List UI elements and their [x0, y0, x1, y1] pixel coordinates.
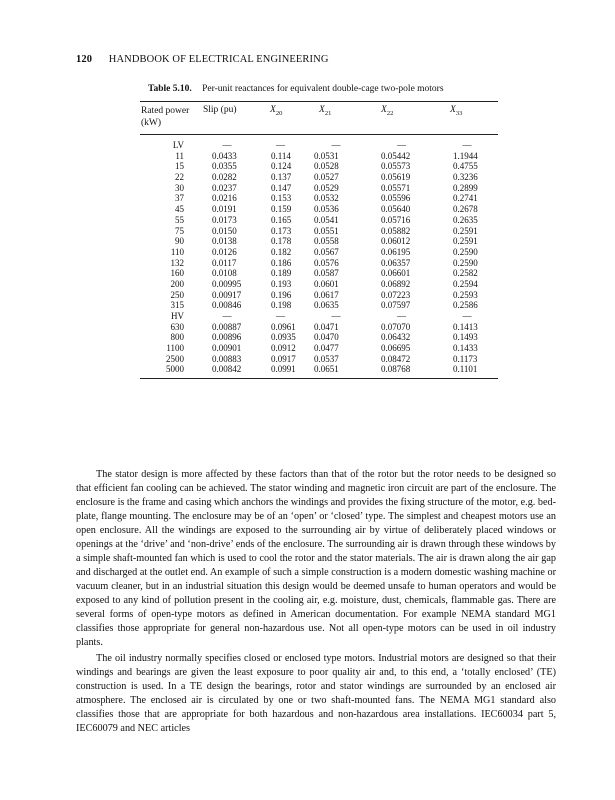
- dash-cell: —: [222, 311, 232, 321]
- rated-power-cell: 37: [175, 193, 184, 204]
- x20-cell: 0.198: [271, 300, 292, 311]
- rated-power-cell: 1100: [166, 343, 184, 354]
- x20-cell: 0.0912: [271, 343, 296, 354]
- x21-cell: 0.0541: [314, 214, 339, 225]
- dash-cell: —: [276, 311, 285, 321]
- table-number: Table 5.10.: [148, 84, 192, 94]
- table-row: [140, 183, 498, 194]
- running-header: [76, 54, 329, 65]
- x33-cell: 0.2678: [453, 204, 478, 215]
- x21-cell: 0.0527: [314, 172, 339, 183]
- x21-cell: 0.0587: [314, 268, 339, 279]
- x21-cell: 0.0567: [314, 246, 339, 257]
- x20-cell: 0.153: [271, 193, 292, 204]
- x-subscript: 22: [386, 109, 394, 117]
- x22-cell: 0.08768: [381, 364, 411, 375]
- x20-cell: 0.114: [271, 150, 291, 161]
- table-row: [140, 215, 498, 226]
- x33-cell: 0.2593: [453, 289, 478, 300]
- header-rated-unit: (kW): [141, 118, 162, 128]
- table-body: [140, 135, 498, 375]
- x20-cell: 0.189: [271, 268, 292, 279]
- rated-power-cell: 250: [170, 289, 184, 300]
- x22-cell: 0.07223: [381, 289, 411, 300]
- slip-cell: 0.0433: [212, 150, 237, 161]
- x22-cell: 0.05882: [381, 225, 411, 236]
- dash-cell: —: [462, 311, 472, 321]
- table-row: [140, 332, 498, 343]
- table-row: [140, 364, 498, 375]
- x22-cell: 0.05640: [381, 204, 411, 215]
- x22-cell: 0.08472: [381, 353, 411, 364]
- table-row: [140, 161, 498, 172]
- rated-power-cell: 110: [170, 246, 184, 257]
- dash-cell: —: [331, 140, 341, 150]
- slip-cell: 0.0191: [212, 204, 237, 215]
- x-symbol: X: [270, 105, 276, 115]
- book-title: HANDBOOK OF ELECTRICAL ENGINEERING: [108, 54, 329, 65]
- table-row: [140, 193, 498, 204]
- slip-cell: 0.00883: [212, 353, 242, 364]
- x22-cell: 0.06601: [381, 268, 411, 279]
- x33-cell: 0.4755: [453, 161, 478, 172]
- x22-cell: 0.05619: [381, 172, 411, 183]
- page-number: 120: [76, 54, 93, 65]
- x33-cell: 0.1433: [453, 343, 478, 354]
- rated-power-cell: 45: [175, 204, 184, 215]
- x21-cell: 0.0635: [314, 300, 339, 311]
- x33-cell: 0.2899: [453, 182, 478, 193]
- slip-cell: 0.0150: [212, 225, 237, 236]
- x21-cell: 0.0531: [314, 150, 339, 161]
- x20-cell: 0.124: [271, 161, 292, 172]
- x33-cell: 1.1944: [453, 150, 478, 161]
- slip-cell: 0.00887: [212, 321, 242, 332]
- rated-power-cell: 200: [170, 278, 184, 289]
- x22-cell: 0.05573: [381, 161, 411, 172]
- rated-power-cell: 22: [175, 172, 184, 183]
- section-label: LV: [172, 140, 184, 150]
- rated-power-cell: 15: [175, 161, 184, 172]
- x-subscript: 21: [324, 109, 332, 117]
- x33-cell: 0.2590: [453, 257, 478, 268]
- dash-cell: —: [331, 311, 341, 321]
- rated-power-cell: 160: [170, 268, 184, 279]
- x21-cell: 0.0529: [314, 182, 339, 193]
- table-row: [140, 322, 498, 333]
- x20-cell: 0.0961: [271, 321, 296, 332]
- reactance-table: [140, 101, 498, 379]
- table-row: [140, 226, 498, 237]
- table-row: [140, 279, 498, 290]
- slip-cell: 0.0138: [212, 236, 237, 247]
- table-row: [140, 290, 498, 301]
- x33-cell: 0.3236: [453, 172, 478, 183]
- table-row: [140, 151, 498, 162]
- x21-cell: 0.0528: [314, 161, 339, 172]
- x22-cell: 0.05571: [381, 182, 411, 193]
- slip-cell: 0.0282: [212, 172, 237, 183]
- x21-cell: 0.0651: [314, 364, 339, 375]
- rated-power-cell: 11: [175, 150, 184, 161]
- rated-power-cell: 75: [175, 225, 184, 236]
- header-slip: Slip (pu): [203, 105, 237, 115]
- dash-cell: —: [276, 140, 285, 150]
- x21-cell: 0.0551: [314, 225, 339, 236]
- slip-cell: 0.0173: [212, 214, 237, 225]
- rated-power-cell: 315: [170, 300, 184, 311]
- x33-cell: 0.1101: [453, 364, 478, 375]
- x20-cell: 0.0935: [271, 332, 296, 343]
- table-caption: [148, 84, 444, 94]
- x33-cell: 0.1413: [453, 321, 478, 332]
- dash-cell: —: [397, 311, 406, 321]
- table-row: [140, 343, 498, 354]
- rated-power-cell: 132: [170, 257, 184, 268]
- x-symbol: X: [319, 105, 325, 115]
- lv-rows: [140, 151, 498, 311]
- x22-cell: 0.06357: [381, 257, 411, 268]
- x21-cell: 0.0471: [314, 321, 339, 332]
- x22-cell: 0.07597: [381, 300, 411, 311]
- header-x20: [256, 105, 305, 117]
- dash-cell: —: [397, 140, 406, 150]
- header-x22: [367, 105, 436, 117]
- rated-power-cell: 55: [175, 214, 184, 225]
- x21-cell: 0.0477: [314, 343, 339, 354]
- header-x21: [305, 105, 367, 117]
- x21-cell: 0.0532: [314, 193, 339, 204]
- slip-cell: 0.0108: [212, 268, 237, 279]
- table-header-row: [140, 102, 498, 134]
- header-rated-label: Rated power: [141, 106, 190, 116]
- x21-cell: 0.0536: [314, 204, 339, 215]
- x33-cell: 0.2591: [453, 225, 478, 236]
- x20-cell: 0.173: [271, 225, 292, 236]
- x33-cell: 0.1493: [453, 332, 478, 343]
- x22-cell: 0.07070: [381, 321, 411, 332]
- x21-cell: 0.0558: [314, 236, 339, 247]
- x22-cell: 0.06432: [381, 332, 411, 343]
- rated-power-cell: 630: [170, 321, 184, 332]
- header-rated-power: [140, 105, 198, 129]
- x21-cell: 0.0537: [314, 353, 339, 364]
- table-row: [140, 172, 498, 183]
- x20-cell: 0.186: [271, 257, 292, 268]
- header-x33: [436, 105, 498, 117]
- x33-cell: 0.2586: [453, 300, 478, 311]
- table-row: [140, 247, 498, 258]
- x33-cell: 0.2741: [453, 193, 478, 204]
- slip-cell: 0.0126: [212, 246, 237, 257]
- section-label: HV: [171, 311, 184, 321]
- table-caption-text: Per-unit reactances for equivalent double-cage two-pole motors: [202, 84, 444, 94]
- x20-cell: 0.147: [271, 182, 292, 193]
- x22-cell: 0.06695: [381, 343, 411, 354]
- slip-cell: 0.00896: [212, 332, 242, 343]
- section-row-hv: [140, 311, 498, 322]
- slip-cell: 0.0237: [212, 182, 237, 193]
- table-bottom-rule: [140, 378, 498, 379]
- x22-cell: 0.05596: [381, 193, 411, 204]
- x20-cell: 0.137: [271, 172, 292, 183]
- rated-power-cell: 90: [175, 236, 184, 247]
- x-subscript: 33: [455, 109, 463, 117]
- body-paragraph: The stator design is more affected by these factors than that of the rotor but the rotor needs to be designed so that efficient fan cooling can be achieved. The stator winding and magnetic iron circuit are part of the enclosure. The enclosure is the frame and casing which anchors the windings and provides the fixing structure of the motor, e.g. bed-plate, flange mounting. The enclosure may be of an ‘open’ or ‘closed’ type. The simplest and cheapest motors use an open enclosure. All the windings are exposed to the surrounding air by virtue of deliberately placed windows or openings at the ‘drive’ and ‘non-drive’ ends of the enclosure. The surrounding air is drawn through these windows by a simple shaft-mounted fan which is used to cool the rotor and the stator materials. The air is drawn along the air gap and discharged at the outlet end. An example of such a simple construction is a modern domestic washing machine or vacuum cleaner, but in an industrial situation this design would be deemed unsafe to human operators and would be exposed to any kind of pollution present in the cooling air, e.g. moisture, dust, chemicals, flammable gas. There are several forms of open-type motors as defined in American documentation. For example NEMA standard MG1 classifies those appropriate for general non-hazardous use. Not all open-type motors can be used in oil industry plants.: [76, 469, 556, 648]
- slip-cell: 0.0355: [212, 161, 237, 172]
- slip-cell: 0.0117: [212, 257, 237, 268]
- table-row: [140, 354, 498, 365]
- slip-cell: 0.00842: [212, 364, 242, 375]
- rated-power-cell: 5000: [166, 364, 184, 375]
- x21-cell: 0.0576: [314, 257, 339, 268]
- x20-cell: 0.182: [271, 246, 292, 257]
- x33-cell: 0.2590: [453, 246, 478, 257]
- x33-cell: 0.2594: [453, 278, 478, 289]
- x33-cell: 0.2635: [453, 214, 478, 225]
- x20-cell: 0.159: [271, 204, 292, 215]
- table-row: [140, 300, 498, 311]
- hv-rows: [140, 322, 498, 375]
- x21-cell: 0.0617: [314, 289, 339, 300]
- x21-cell: 0.0470: [314, 332, 339, 343]
- table-row: [140, 236, 498, 247]
- table-row: [140, 204, 498, 215]
- x20-cell: 0.0917: [271, 353, 296, 364]
- x-subscript: 20: [275, 109, 283, 117]
- x20-cell: 0.178: [271, 236, 292, 247]
- slip-cell: 0.00846: [212, 300, 242, 311]
- x22-cell: 0.05716: [381, 214, 411, 225]
- table-row: [140, 268, 498, 279]
- dash-cell: —: [462, 140, 472, 150]
- x20-cell: 0.196: [271, 289, 292, 300]
- x22-cell: 0.05442: [381, 150, 411, 161]
- x22-cell: 0.06892: [381, 278, 411, 289]
- x-symbol: X: [381, 105, 387, 115]
- x21-cell: 0.0601: [314, 278, 339, 289]
- slip-cell: 0.00995: [212, 278, 242, 289]
- x20-cell: 0.193: [271, 278, 292, 289]
- slip-cell: 0.0216: [212, 193, 237, 204]
- x20-cell: 0.165: [271, 214, 292, 225]
- rated-power-cell: 800: [170, 332, 184, 343]
- body-paragraph: The oil industry normally specifies closed or enclosed type motors. Industrial motors are designed so that their windings and bearings are given the least exposure to poor quality air and, to this end, a ‘totally enclosed’ (TE) construction is used. In a TE design the bearings, rotor and stator windings are surrounded by an enclosed air atmosphere. The enclosed air is circulated by one or two shaft-mounted fans. The NEMA MG1 standard also classifies those that are appropriate for both hazardous and non-hazardous area installations. IEC60034 part 5, IEC60079 and NEC articles: [76, 653, 556, 734]
- x33-cell: 0.2591: [453, 236, 478, 247]
- x33-cell: 0.1173: [453, 353, 478, 364]
- x20-cell: 0.0991: [271, 364, 296, 375]
- rated-power-cell: 2500: [166, 353, 184, 364]
- slip-cell: 0.00917: [212, 289, 242, 300]
- x22-cell: 0.06195: [381, 246, 411, 257]
- dash-cell: —: [222, 140, 232, 150]
- slip-cell: 0.00901: [212, 343, 242, 354]
- rated-power-cell: 30: [175, 182, 184, 193]
- x-symbol: X: [450, 105, 456, 115]
- section-row-lv: [140, 140, 498, 151]
- x33-cell: 0.2582: [453, 268, 478, 279]
- table-row: [140, 258, 498, 269]
- x22-cell: 0.06012: [381, 236, 411, 247]
